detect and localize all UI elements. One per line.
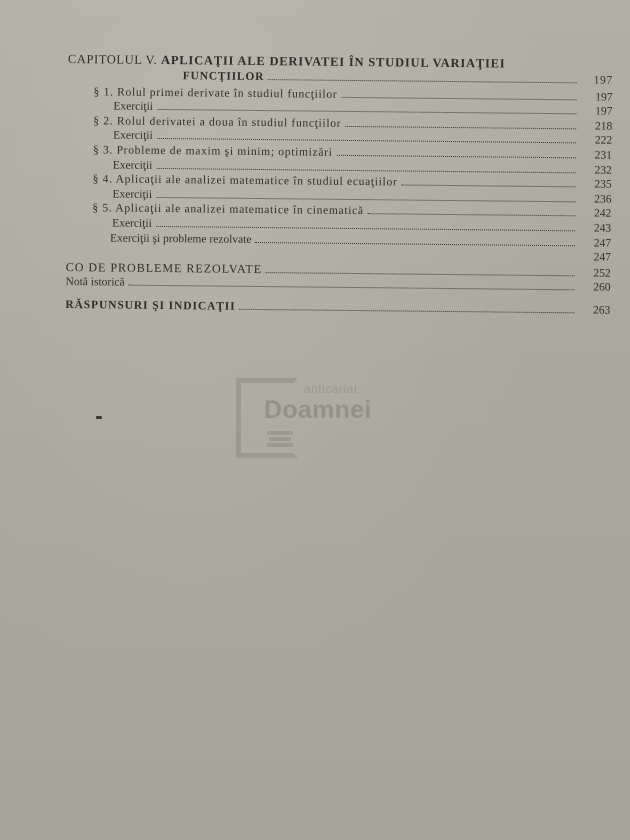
- toc-entry: [65, 298, 610, 318]
- leader-space: [114, 255, 575, 261]
- page-number: 242: [594, 207, 612, 221]
- entry-label: Exerciţii: [113, 129, 153, 143]
- leader-dots: [401, 185, 575, 188]
- leader-dots: [156, 197, 575, 202]
- watermark-logo: [236, 378, 396, 462]
- leader-dots: [129, 285, 575, 291]
- entry-label: Exerciţii şi probleme rezolvate: [109, 231, 252, 246]
- books-icon: [266, 430, 294, 448]
- leader-dots: [255, 242, 575, 246]
- leader-dots: [337, 155, 576, 159]
- chapter-title-continued: FUNCŢIILOR: [182, 70, 265, 84]
- page-number: 247: [593, 251, 611, 264]
- chapter-prefix: CAPITOLUL V.: [67, 52, 158, 67]
- entry-label: RĂSPUNSURI ŞI INDICAŢII: [65, 298, 236, 313]
- page-number: 232: [594, 164, 612, 177]
- table-of-contents: [65, 52, 613, 318]
- page-number: 247: [593, 237, 612, 250]
- entry-label: CO DE PROBLEME REZOLVATE: [65, 259, 263, 276]
- leader-dots: [368, 213, 576, 216]
- ink-mark: [96, 416, 102, 419]
- page-number: 252: [593, 267, 611, 280]
- leader-dots: [156, 226, 575, 231]
- leader-dots: [157, 138, 576, 143]
- watermark-top-text: anticariat: [304, 382, 358, 396]
- entry-label: Exerciţii: [112, 159, 153, 172]
- page-number: 263: [593, 304, 611, 317]
- page-number: 222: [594, 134, 613, 148]
- entry-label: § 5. Aplicaţii ale analizei matematice în cinematică: [92, 202, 364, 218]
- entry-label: Exerciţii: [112, 217, 152, 230]
- page-number: 235: [594, 178, 612, 191]
- watermark-main-text: Doamnei: [264, 396, 372, 424]
- entry-label: Notă istorică: [65, 276, 125, 289]
- page-number: 260: [593, 281, 611, 295]
- page-number: 197: [593, 74, 613, 87]
- leader-dots: [156, 167, 575, 172]
- entry-label: § 4. Aplicaţii ale analizei matematice în studiul ecuaţiilor: [92, 173, 398, 189]
- entry-label: § 2. Rolul derivatei a doua în studiul funcţiilor: [93, 115, 342, 130]
- chapter-title: APLICAŢII ALE DERIVATEI ÎN STUDIUL VARIAŢIEI: [160, 52, 506, 71]
- leader-dots: [345, 126, 576, 129]
- leader-dots: [268, 79, 577, 83]
- leader-dots: [341, 96, 576, 99]
- page-number: 197: [595, 91, 613, 104]
- leader-dots: [266, 272, 575, 276]
- page-number: 231: [594, 149, 613, 162]
- page-number: 218: [594, 120, 613, 133]
- entry-label: § 1. Rolul primei derivate în studiul funcţiilor: [93, 85, 338, 101]
- entry-label: Exerciţii: [113, 100, 154, 114]
- page-number: 236: [594, 193, 612, 206]
- page-number: 243: [593, 222, 612, 235]
- entry-label: Exerciţii: [112, 188, 153, 201]
- page-number: 197: [595, 105, 613, 118]
- chapter-heading: [68, 52, 613, 88]
- leader-dots: [157, 109, 576, 114]
- leader-dots: [240, 309, 575, 314]
- entry-label: § 3. Probleme de maxim şi minim; optimizări: [92, 144, 333, 159]
